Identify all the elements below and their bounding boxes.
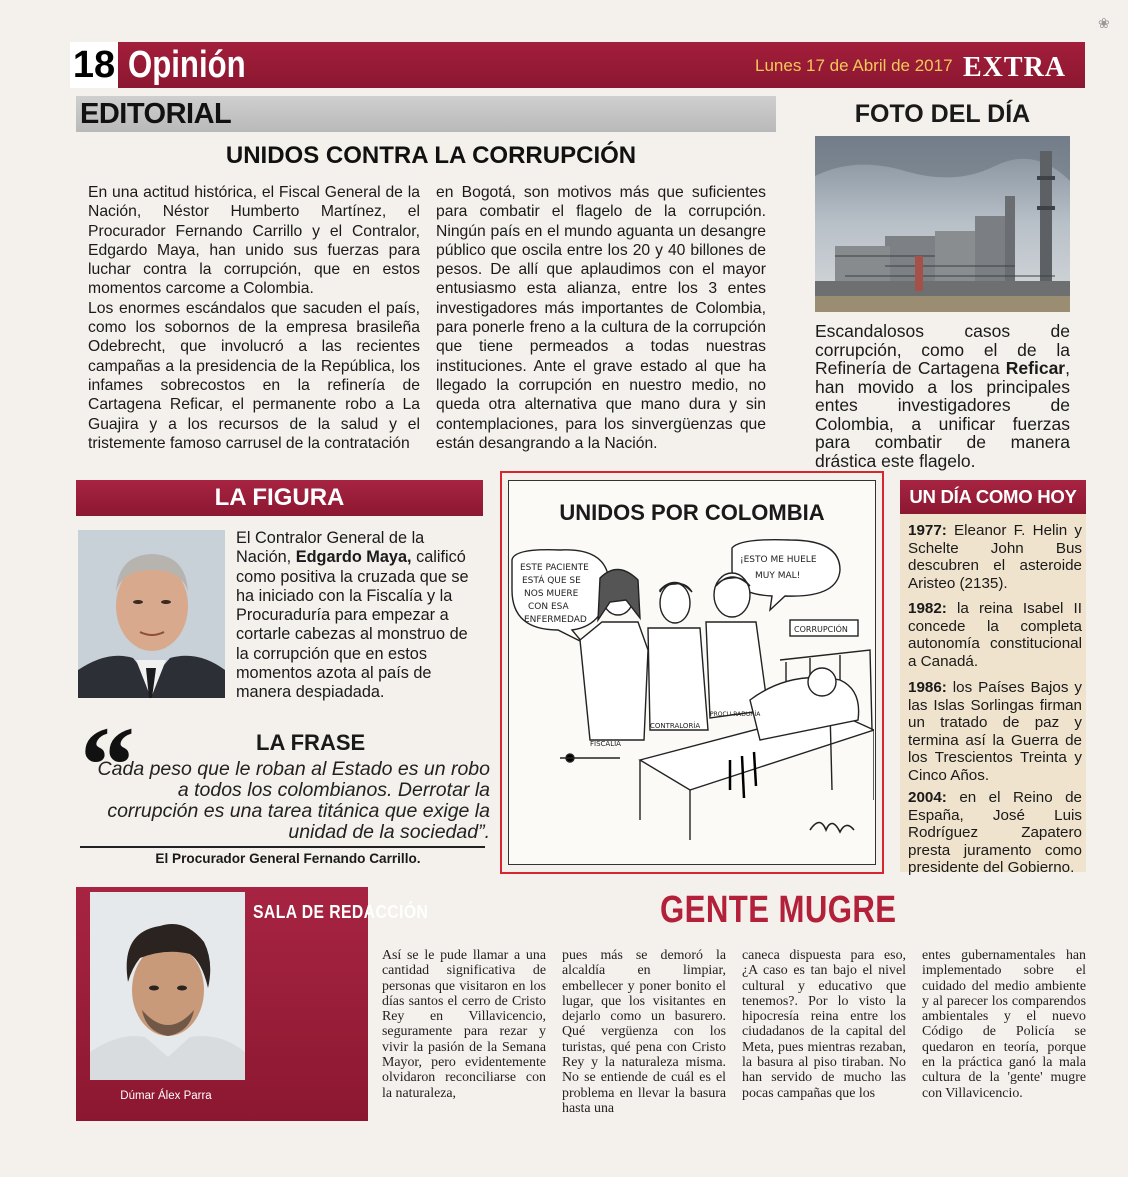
contralor-portrait bbox=[78, 530, 225, 698]
speech-left-line-5: ENFERMEDAD bbox=[524, 615, 587, 625]
photo-caption bbox=[815, 322, 1070, 470]
editorial-label: EDITORIAL bbox=[80, 98, 232, 130]
page-number: 18 bbox=[70, 42, 118, 88]
photo-caption-bold: Reficar bbox=[1005, 358, 1066, 378]
la-frase-author: El Procurador General Fernando Carrillo. bbox=[155, 851, 421, 866]
la-figura-label: LA FIGURA bbox=[214, 484, 345, 511]
column-text-3: caneca dispuesta para eso, ¿A caso es tan bajo el nivel cultural y educativo que tenemos?. Por lo visto la hipocresía reina entre los ciudadanos de la capital del Meta, pues mientras rezaban, la basura al piso tiraban. No han servido de mucho las pocas campañas que los bbox=[742, 948, 906, 1101]
speech-left-line-4: CON ESA bbox=[528, 602, 569, 612]
coat-label-fiscalia: FISCALÍA bbox=[590, 740, 621, 748]
la-frase-divider bbox=[80, 846, 485, 848]
corruption-sign-text: CORRUPCIÓN bbox=[794, 625, 848, 634]
editorial-paragraph-1: En una actitud histórica, el Fiscal General de la Nación, Néstor Humberto Martínez, el Procurador Fernando Carrillo y el Contralor, Edgardo Maya, han unido sus fuerzas para luchar contra la corrupción, que en estos momentos carcome a Colombia. bbox=[88, 184, 420, 298]
editorial-paragraph-2: Los enormes escándalos que sacuden el país, como los sobornos de la empresa brasileña Odebrecht, que involucró a las recientes campañas a la presidencia de la República, los infames sobrecostos en la refinería de Cartagena Reficar, el permanente robo a La Guajira y a los recursos de la salud y el tristemente famoso carrusel de la contratación bbox=[88, 299, 420, 452]
history-item bbox=[908, 600, 1082, 670]
la-frase-quote: Cada peso que le roban al Estado es un robo a todos los colombianos. Derrotar la corrupción es una tarea titánica que exige la unidad de la sociedad”. bbox=[97, 758, 490, 843]
history-year: 1982: bbox=[908, 600, 947, 617]
history-item bbox=[908, 522, 1082, 592]
cartoonist-signature-icon bbox=[810, 823, 854, 833]
scan-mark-icon: ❀ bbox=[1098, 15, 1110, 31]
history-year: 1986: bbox=[908, 679, 947, 696]
history-item bbox=[908, 789, 1082, 877]
photo-caption-text: Escandalosos casos de corrupción, como el de la Refinería de Cartagena bbox=[815, 321, 1070, 378]
column-text-4: entes gubernamentales han implementado sobre el cuidado del medio ambiente y al parecer los comparendos ambientales y el nuevo Código de Policía se quedaron en teoría, porque en la práctica ganó la mala cultura de la 'gente' mugre con Villavicencio. bbox=[922, 948, 1086, 1101]
columnist-portrait bbox=[90, 892, 245, 1080]
speech-left-line-1: ESTE PACIENTE bbox=[520, 563, 589, 573]
history-text: Eleanor F. Helin y Schelte John Bus descubren el asteroide Aristeo (2135). bbox=[908, 522, 1082, 592]
coat-label-procuraduria: PROCU-RADURÍA bbox=[710, 711, 761, 718]
cartoon-title: UNIDOS POR COLOMBIA bbox=[559, 500, 825, 525]
la-figura-text-start: El Contralor General de la Nación, bbox=[236, 529, 425, 567]
speech-right-line-1: ¡ESTO ME HUELE bbox=[740, 555, 817, 565]
photo-caption-text-end: , han movido a los principales entes investigadores de Colombia, a unificar fuerzas para combatir de manera drástica este flagelo. bbox=[815, 358, 1070, 471]
section-title: Opinión bbox=[128, 44, 246, 86]
editorial-headline: UNIDOS CONTRA LA CORRUPCIÓN bbox=[225, 142, 637, 169]
refinery-photo bbox=[815, 136, 1070, 312]
editorial-column-1 bbox=[88, 183, 420, 453]
history-year: 1977: bbox=[908, 522, 947, 539]
la-figura-text-end: calificó como positiva la cruzada que se ha iniciado con la Fiscalía y la Procuraduría para empezar a cortarle cabezas al monstruo de la corrupción que en estos momentos azota al país de manera despiadada. bbox=[236, 548, 469, 702]
columnist-name: Dúmar Álex Parra bbox=[120, 1090, 212, 1102]
history-text: en el Reino de España, José Luis Rodríguez Zapatero presta juramento como presidente del Gobierno. bbox=[908, 789, 1082, 876]
newspaper-logo: EXTRA bbox=[963, 52, 1067, 83]
column-text-1: Así se le pude llamar a una cantidad significativa de personas que visitaron en los días santos el cerro de Cristo Rey en Villavicencio, seguramente para rezar y vivir la pasión de la Semana Mayor, pero evidentemente olvidaron reconciliarse con la naturaleza, bbox=[382, 948, 546, 1101]
history-text: los Países Bajos y las Islas Sorlingas firman un tratado de paz y termina así la Guerra de los Trescientos Treinta y Cinco Años. bbox=[908, 679, 1082, 784]
quote-mark-icon: “ bbox=[80, 704, 135, 826]
issue-date: Lunes 17 de Abril de 2017 bbox=[755, 56, 953, 75]
la-figura-name: Edgardo Maya, bbox=[295, 548, 412, 567]
speech-left-line-2: ESTÁ QUE SE bbox=[522, 576, 581, 586]
column-text-2: pues más se demoró la alcaldía en limpiar, embellecer y poner bonito el lugar, que los visitantes en dejarlo como un basurero. Qué vergüenza con los turistas, qué pena con Cristo Rey y la naturaleza misma. No se entiende de cuál es el problema en llevar la basura hasta una bbox=[562, 948, 726, 1116]
la-frase-title: LA FRASE bbox=[256, 730, 366, 755]
history-text: la reina Isabel II concede la completa autonomía constitucional a Canadá. bbox=[908, 600, 1082, 670]
column-headline: GENTE MUGRE bbox=[660, 889, 897, 931]
history-item bbox=[908, 679, 1082, 784]
history-year: 2004: bbox=[908, 789, 947, 806]
coat-label-contraloria: CONTRALORÍA bbox=[650, 722, 701, 730]
cartoon-illustration bbox=[510, 530, 874, 865]
photo-of-day-title: FOTO DEL DÍA bbox=[854, 100, 1031, 128]
un-dia-como-hoy-label: UN DÍA COMO HOY bbox=[909, 486, 1077, 507]
editorial-column-2: en Bogotá, son motivos más que suficientes para combatir el flagelo de la corrupción. Ningún país en el mundo aguanta un desangre público que oscila entre los 20 y 40 billones de pesos. De allí que aplaudimos con el mayor entusiasmo esta alianza, entre los 3 entes investigadores más importantes de Colombia, para ponerle freno a la cultura de la corrupción que tiene permeados a todas nuestras instituciones. Ante el grave estado al que ha llegado la corrupción en nuestro medio, no queda otra alternativa que mano dura y sin contemplaciones, para los sinvergüenzas que están desangrando a la Nación. bbox=[436, 184, 766, 452]
speech-left-line-3: NOS MUERE bbox=[524, 589, 579, 599]
speech-right-line-2: MUY MAL! bbox=[755, 571, 801, 581]
sala-de-redaccion-label: SALA DE REDACCIÓN bbox=[253, 901, 429, 922]
la-figura-text bbox=[236, 529, 482, 703]
